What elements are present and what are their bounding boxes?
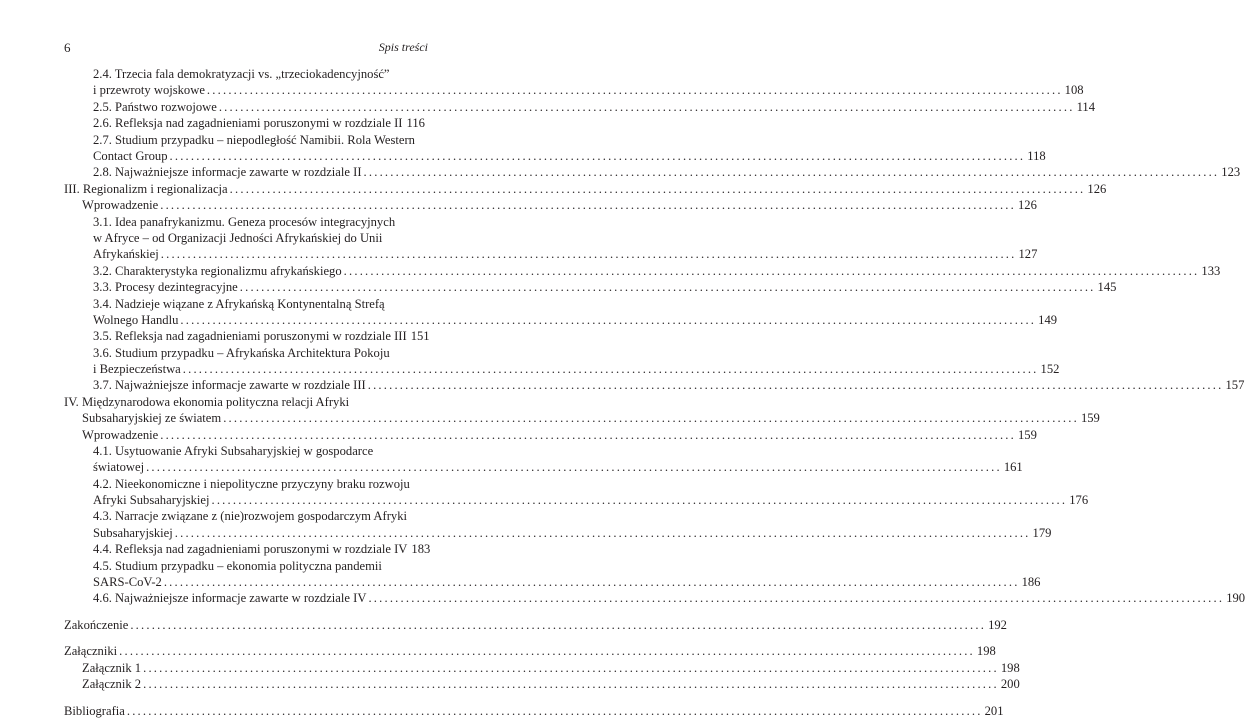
toc-entry-line	[64, 410, 1100, 426]
toc-entry[interactable]	[64, 328, 430, 344]
toc-entry-line	[64, 590, 1245, 606]
toc-entry-line	[64, 492, 1089, 508]
toc-entry-line	[64, 377, 1245, 393]
toc-entry-line	[64, 230, 416, 246]
toc-entry-title: 4.2. Nieekonomiczne i niepolityczne przyczyny braku rozwoju	[93, 476, 410, 491]
running-head: Spis treści	[378, 40, 428, 54]
toc-entry-title: 2.8. Najważniejsze informacje zawarte w rozdziale II	[93, 165, 362, 180]
toc-entry[interactable]	[64, 643, 996, 659]
dot-leader: ................................................................................................................................................................	[363, 165, 1220, 180]
toc-page-number: 149	[1038, 312, 1058, 327]
dot-leader: ................................................................................................................................................................	[119, 644, 975, 659]
toc-entry-line	[64, 246, 1038, 262]
toc-page-number: 192	[988, 617, 1007, 632]
toc-entry-line	[64, 427, 1037, 443]
toc-page-number: 186	[1021, 574, 1041, 589]
toc-entry-title: Załącznik 2	[82, 677, 142, 692]
dot-leader: ................................................................................................................................................................	[182, 361, 1039, 376]
toc-entry[interactable]	[64, 427, 1037, 443]
toc-entry-line	[64, 361, 1060, 377]
dot-leader: ................................................................................................................................................................	[218, 99, 1075, 114]
toc-entry[interactable]	[64, 279, 1117, 295]
toc-entry-line	[64, 508, 416, 524]
toc-entry-line	[64, 148, 1046, 164]
toc-entry-title: III. Regionalizm i regionalizacja	[64, 181, 228, 196]
toc-entry[interactable]	[64, 181, 1107, 197]
dot-leader: ................................................................................................................................................................	[169, 148, 1026, 163]
toc-entry-title: 4.6. Najważniejsze informacje zawarte w rozdziale IV	[93, 591, 367, 606]
toc-entry-title: Wprowadzenie	[82, 198, 159, 213]
toc-entry[interactable]	[64, 508, 1052, 540]
toc-entry[interactable]	[64, 558, 1041, 590]
toc-entry-line	[64, 558, 416, 574]
toc-entry[interactable]	[64, 115, 425, 131]
dot-leader: ................................................................................................................................................................	[343, 263, 1200, 278]
toc-entry-title: Contact Group	[93, 148, 168, 163]
toc-entry-title: Afrykańskiej	[93, 247, 159, 262]
toc-entry-line	[64, 328, 430, 344]
toc-entry-title: 3.6. Studium przypadku – Afrykańska Architektura Pokoju	[93, 345, 390, 360]
toc-page-number: 176	[1069, 492, 1089, 507]
toc-entry-title: Załączniki	[64, 644, 118, 659]
toc-entry-line	[64, 82, 1084, 98]
toc-page-number: 179	[1032, 525, 1052, 540]
toc-entry-line	[64, 660, 1020, 676]
dot-leader: ................................................................................................................................................................	[229, 181, 1086, 196]
toc-entry-line	[64, 345, 416, 361]
toc-page-number: 198	[1000, 660, 1020, 675]
toc-entry-line	[64, 574, 1041, 590]
toc-entry-title: Afryki Subsaharyjskiej	[93, 492, 210, 507]
toc-entry[interactable]	[64, 164, 1241, 180]
toc-entry-title: Subsaharyjskiej	[93, 525, 173, 540]
toc-entry-line	[64, 525, 1052, 541]
toc-entry[interactable]	[64, 703, 1004, 719]
toc-entry-title: 2.5. Państwo rozwojowe	[93, 99, 217, 114]
toc-entry-line	[64, 443, 416, 459]
toc-entry-line	[64, 263, 1221, 279]
toc-page-number: 161	[1003, 460, 1023, 475]
toc-page-number: 183	[411, 542, 431, 557]
toc-page-number: 114	[1076, 99, 1096, 114]
toc-entry-line	[64, 459, 1023, 475]
toc-entry[interactable]	[64, 660, 1020, 676]
toc-entry[interactable]	[64, 345, 1060, 377]
toc-page-number: 123	[1221, 165, 1241, 180]
toc-page-number: 152	[1040, 361, 1060, 376]
toc-entry-line	[64, 66, 416, 82]
dot-leader: ................................................................................................................................................................	[146, 460, 1002, 475]
toc-entry-title: Wolnego Handlu	[93, 312, 179, 327]
dot-leader: ................................................................................................................................................................	[223, 411, 1079, 426]
toc-entry-title: Subsaharyjskiej ze światem	[82, 411, 222, 426]
toc-entry[interactable]	[64, 676, 1020, 692]
toc-entry[interactable]	[64, 443, 1023, 475]
toc-entry[interactable]	[64, 617, 1007, 633]
toc-entry-title: 3.3. Procesy dezintegracyjne	[93, 280, 238, 295]
dot-leader: ................................................................................................................................................................	[143, 677, 999, 692]
toc-entry[interactable]	[64, 132, 1046, 164]
toc-entry[interactable]	[64, 66, 1084, 98]
toc-entry-title: 4.4. Refleksja nad zagadnieniami poruszonymi w rozdziale IV	[93, 542, 408, 557]
dot-leader: ................................................................................................................................................................	[160, 198, 1016, 213]
toc-entry-line	[64, 164, 1241, 180]
toc-entry-line	[64, 197, 1037, 213]
toc-entry-title: Wprowadzenie	[82, 427, 159, 442]
toc-entry-title: światowej	[93, 460, 145, 475]
toc-entry-title: SARS-CoV-2	[93, 574, 162, 589]
toc-entry[interactable]	[64, 197, 1037, 213]
dot-leader: ................................................................................................................................................................	[163, 574, 1020, 589]
toc-entry[interactable]	[64, 541, 431, 557]
toc-page-number: 108	[1064, 83, 1084, 98]
toc-page-number: 116	[406, 116, 425, 131]
toc-entry-line	[64, 643, 996, 659]
dot-leader: ................................................................................................................................................................	[206, 83, 1063, 98]
toc-entry-line	[64, 541, 431, 557]
toc-entry-line	[64, 132, 416, 148]
toc-entry-title: 3.1. Idea panafrykanizmu. Geneza procesów integracyjnych	[93, 214, 396, 229]
toc-entry-line	[64, 703, 1004, 719]
toc-entry[interactable]	[64, 99, 1096, 115]
toc-page-number: 118	[1027, 148, 1046, 163]
dot-leader: ................................................................................................................................................................	[126, 703, 983, 718]
toc-entry-title: w Afryce – od Organizacji Jedności Afrykańskiej do Unii	[93, 230, 383, 245]
toc-entry-line	[64, 181, 1107, 197]
toc-entry-line	[64, 296, 416, 312]
dot-leader: ................................................................................................................................................................	[174, 525, 1031, 540]
toc-entry-title: IV. Międzynarodowa ekonomia polityczna relacji Afryki	[64, 394, 350, 409]
dot-leader: ................................................................................................................................................................	[160, 427, 1016, 442]
toc-entry-line	[64, 99, 1096, 115]
toc-entry-line	[64, 676, 1020, 692]
toc-gap	[64, 693, 416, 703]
table-of-contents	[64, 66, 1245, 719]
toc-entry-line	[64, 279, 1117, 295]
toc-entry[interactable]	[64, 394, 1100, 426]
toc-entry-title: 2.6. Refleksja nad zagadnieniami poruszonymi w rozdziale II	[93, 116, 403, 131]
toc-entry-title: 3.7. Najważniejsze informacje zawarte w rozdziale III	[93, 378, 366, 393]
toc-page-number: 145	[1097, 280, 1117, 295]
dot-leader: ................................................................................................................................................................	[368, 591, 1225, 606]
dot-leader: ................................................................................................................................................................	[367, 378, 1224, 393]
toc-page-number: 127	[1018, 247, 1038, 262]
toc-page-number: 200	[1000, 677, 1020, 692]
toc-entry-title: 3.2. Charakterystyka regionalizmu afrykańskiego	[93, 263, 342, 278]
toc-entry[interactable]	[64, 377, 1245, 393]
toc-page-number: 159	[1017, 427, 1037, 442]
toc-page-number: 198	[976, 644, 996, 659]
toc-entry-title: 4.3. Narracje związane z (nie)rozwojem gospodarczym Afryki	[93, 509, 408, 524]
toc-entry-title: 4.1. Usytuowanie Afryki Subsaharyjskiej w gospodarce	[93, 444, 374, 459]
dot-leader: ................................................................................................................................................................	[180, 312, 1037, 327]
toc-page-number: 201	[984, 703, 1004, 718]
page-number: 6	[64, 40, 71, 55]
toc-entry-title: Załącznik 1	[82, 660, 142, 675]
toc-entry-line	[64, 115, 425, 131]
dot-leader: ................................................................................................................................................................	[239, 280, 1096, 295]
toc-page-number: 126	[1087, 181, 1107, 196]
dot-leader: ................................................................................................................................................................	[160, 247, 1017, 262]
toc-page-number: 126	[1017, 198, 1037, 213]
toc-entry-title: 2.7. Studium przypadku – niepodległość Namibii. Rola Western	[93, 132, 415, 147]
toc-entry-title: i Bezpieczeństwa	[93, 361, 181, 376]
toc-page-number: 151	[410, 329, 430, 344]
toc-entry-line	[64, 312, 1058, 328]
dot-leader: ................................................................................................................................................................	[211, 492, 1068, 507]
toc-entry-title: i przewroty wojskowe	[93, 83, 205, 98]
toc-page-number: 159	[1080, 411, 1100, 426]
toc-entry[interactable]	[64, 476, 1089, 508]
toc-entry-title: 3.4. Nadzieje wiązane z Afrykańską Kontynentalną Strefą	[93, 296, 385, 311]
toc-gap	[64, 633, 416, 643]
toc-page-number: 190	[1226, 591, 1245, 606]
toc-page-number: 157	[1225, 378, 1245, 393]
toc-entry-title: 2.4. Trzecia fala demokratyzacji vs. „trzeciokadencyjność”	[93, 67, 390, 81]
toc-entry-title: Zakończenie	[64, 617, 129, 632]
toc-entry-line	[64, 617, 1007, 633]
toc-entry-title: Bibliografia	[64, 703, 125, 718]
toc-entry[interactable]	[64, 263, 1221, 279]
toc-page-number: 133	[1201, 263, 1221, 278]
dot-leader: ................................................................................................................................................................	[143, 660, 999, 675]
toc-gap	[64, 607, 416, 617]
toc-entry-title: 4.5. Studium przypadku – ekonomia polityczna pandemii	[93, 558, 382, 573]
toc-entry[interactable]	[64, 296, 1058, 328]
toc-entry-line	[64, 394, 416, 410]
toc-entry-line	[64, 214, 416, 230]
toc-entry[interactable]	[64, 590, 1245, 606]
dot-leader: ................................................................................................................................................................	[130, 617, 987, 632]
toc-entry-line	[64, 476, 416, 492]
toc-entry-title: 3.5. Refleksja nad zagadnieniami poruszonymi w rozdziale III	[93, 329, 407, 344]
toc-entry[interactable]	[64, 214, 1038, 263]
